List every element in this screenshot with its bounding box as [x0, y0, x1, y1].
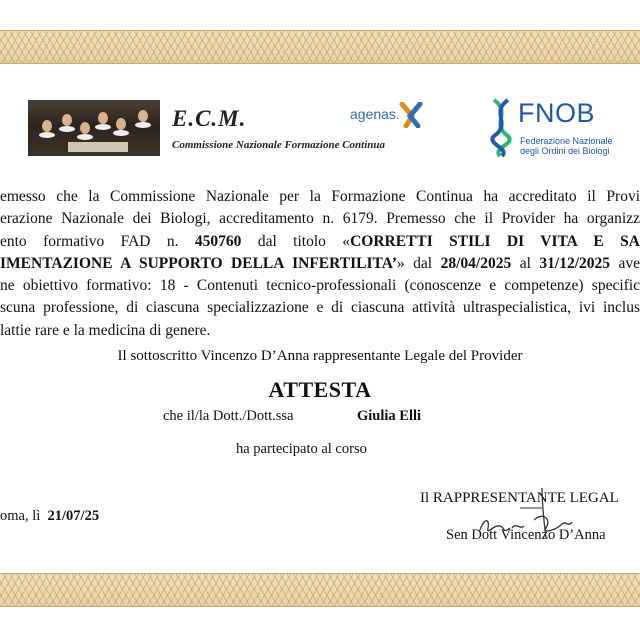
agenas-logo-text: agenas.	[350, 106, 400, 122]
date-end: 31/12/2025	[539, 254, 611, 272]
body-line: lattie rare e la medicina di genere.	[0, 321, 211, 339]
fnob-subtitle: Federazione Nazionale degli Ordini dei Biologi	[520, 136, 613, 156]
place-date: oma, lì 21/07/25	[0, 508, 100, 524]
date-start: 28/04/2025	[440, 254, 512, 272]
body-line: ento formativo FAD n. 450760 dal titolo «CORRETTI STILI DI VITA E SA	[0, 232, 640, 250]
ecm-painting-logo	[28, 100, 160, 156]
undersigned-statement: Il sottoscritto Vincenzo D’Anna rappresentante Legale del Provider	[117, 348, 523, 364]
fnob-logo-text: FNOB	[518, 98, 596, 128]
body-line: scuna professione, di ciascuna specializzazione e di ciascuna attività ultraspecialistica, ivi inclus	[0, 299, 640, 317]
decorative-border-bottom	[0, 573, 640, 607]
certificate-body	[0, 186, 640, 342]
body-line: emesso che la Commissione Nazionale per la Formazione Continua ha accreditato il Provi	[0, 188, 640, 205]
course-title-part1: CORRETTI STILI DI VITA E SA	[350, 232, 640, 250]
handwritten-signature	[450, 478, 580, 548]
body-line: IMENTAZIONE A SUPPORTO DELLA INFERTILITA’» dal 28/04/2025 al 31/12/2025 ave	[0, 254, 640, 272]
body-line: erazione Nazionale dei Biologi, accreditamento n. 6179. Premesso che il Provider ha organizz	[0, 210, 640, 228]
event-number: 450760	[194, 232, 242, 250]
participation-statement: ha partecipato al corso	[236, 441, 367, 457]
agenas-logo-icon	[398, 102, 424, 128]
ecm-title: E.C.M.	[172, 106, 247, 131]
decorative-border-top	[0, 30, 640, 64]
signatory-name: Sen Dott Vincenzo D’Anna	[446, 527, 606, 543]
course-title-part2: IMENTAZIONE A SUPPORTO DELLA INFERTILITA’	[0, 254, 397, 272]
body-line: ne obiettivo formativo: 18 - Contenuti tecnico-professionali (conoscenze e competenze) specific	[0, 277, 640, 295]
legal-representative-label: Il RAPPRESENTANTE LEGAL	[420, 490, 619, 506]
recipient-label: che il/la Dott./Dott.ssa	[163, 408, 294, 424]
fnob-dna-icon	[486, 98, 516, 158]
issue-date: 21/07/25	[47, 508, 100, 524]
ecm-subtitle: Commissione Nazionale Formazione Continua	[172, 139, 386, 151]
participant-name: Giulia Elli	[357, 408, 422, 424]
attesta-heading: ATTESTA	[268, 377, 372, 402]
